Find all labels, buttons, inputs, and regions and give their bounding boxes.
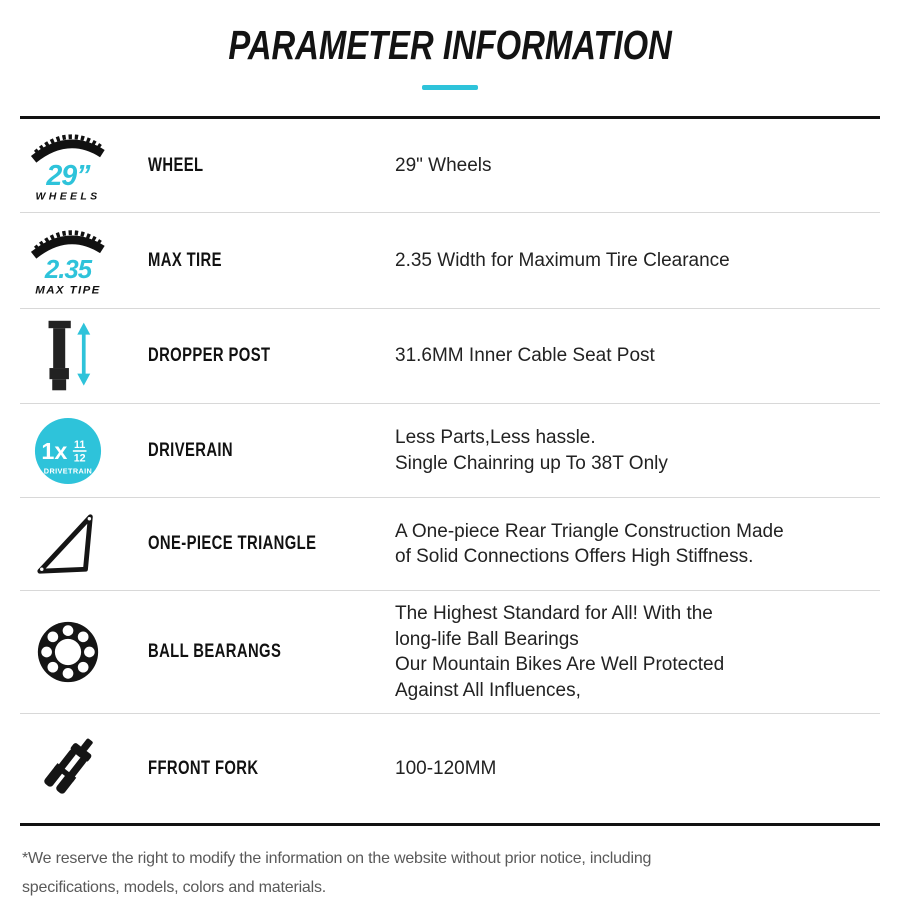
drivetrain-icon-numerator: 11: [74, 438, 86, 451]
spec-label: DROPPER POST: [148, 345, 271, 366]
one-piece-triangle-icon: [26, 509, 110, 579]
spec-label: MAX TIRE: [148, 249, 222, 271]
table-row-wheel: [20, 119, 880, 213]
disclaimer-line-1: *We reserve the right to modify the information on the website without prior notice, including: [22, 850, 652, 867]
spec-value: 29" Wheels: [395, 154, 492, 176]
spec-table: [20, 116, 880, 826]
spec-value: 31.6MM Inner Cable Seat Post: [395, 345, 655, 367]
table-row-one-piece-triangle: [20, 498, 880, 591]
spec-value: 100-120MM: [395, 757, 497, 779]
spec-label: DRIVERAIN: [148, 439, 234, 461]
spec-value: 2.35 Width for Maximum Tire Clearance: [395, 249, 730, 271]
table-row-dropper-post: [20, 309, 880, 404]
dropper-post-icon: [26, 318, 110, 394]
spec-value: The Highest Standard for All! With the long-life Ball Bearings Our Mountain Bikes Are Well Protected Against All Influences,: [395, 603, 725, 701]
table-row-max-tire: [20, 213, 880, 309]
drivetrain-icon-denominator: 12: [73, 452, 86, 465]
title-underline-accent: [422, 85, 478, 90]
disclaimer-line-2: specifications, models, colors and materials.: [22, 879, 327, 896]
wheel-icon-caption: WHEELS: [35, 189, 101, 202]
wheel-29-icon: [26, 126, 110, 206]
table-row-ball-bearings: [20, 591, 880, 714]
page-header: [0, 22, 900, 90]
page-title: [0, 22, 900, 69]
drivetrain-icon-caption: DRIVETRAIN: [43, 465, 93, 475]
spec-label: ONE-PIECE TRIANGLE: [148, 533, 317, 554]
front-fork-icon: [26, 731, 110, 807]
tire-icon-caption: MAX TIPE: [35, 283, 101, 296]
spec-label: WHEEL: [148, 154, 204, 176]
spec-value: Less Parts,Less hassle. Single Chainring up To 38T Only: [395, 427, 668, 474]
max-tire-icon: [26, 222, 110, 300]
table-row-front-fork: [20, 714, 880, 823]
drivetrain-icon-prefix: 1x: [41, 437, 68, 464]
spec-value: A One-piece Rear Triangle Construction Made of Solid Connections Offers High Stiffness.: [395, 520, 784, 567]
table-row-drivetrain: [20, 404, 880, 498]
disclaimer-note: [22, 844, 880, 902]
drivetrain-1x-icon: [26, 416, 110, 486]
wheel-icon-value: 29”: [46, 159, 90, 192]
tire-icon-value: 2.35: [44, 255, 92, 284]
ball-bearings-icon: [26, 617, 110, 687]
page-title-text: PARAMETER INFORMATION: [228, 22, 672, 68]
spec-label: FFRONT FORK: [148, 757, 259, 779]
spec-label: BALL BEARANGS: [148, 641, 282, 662]
